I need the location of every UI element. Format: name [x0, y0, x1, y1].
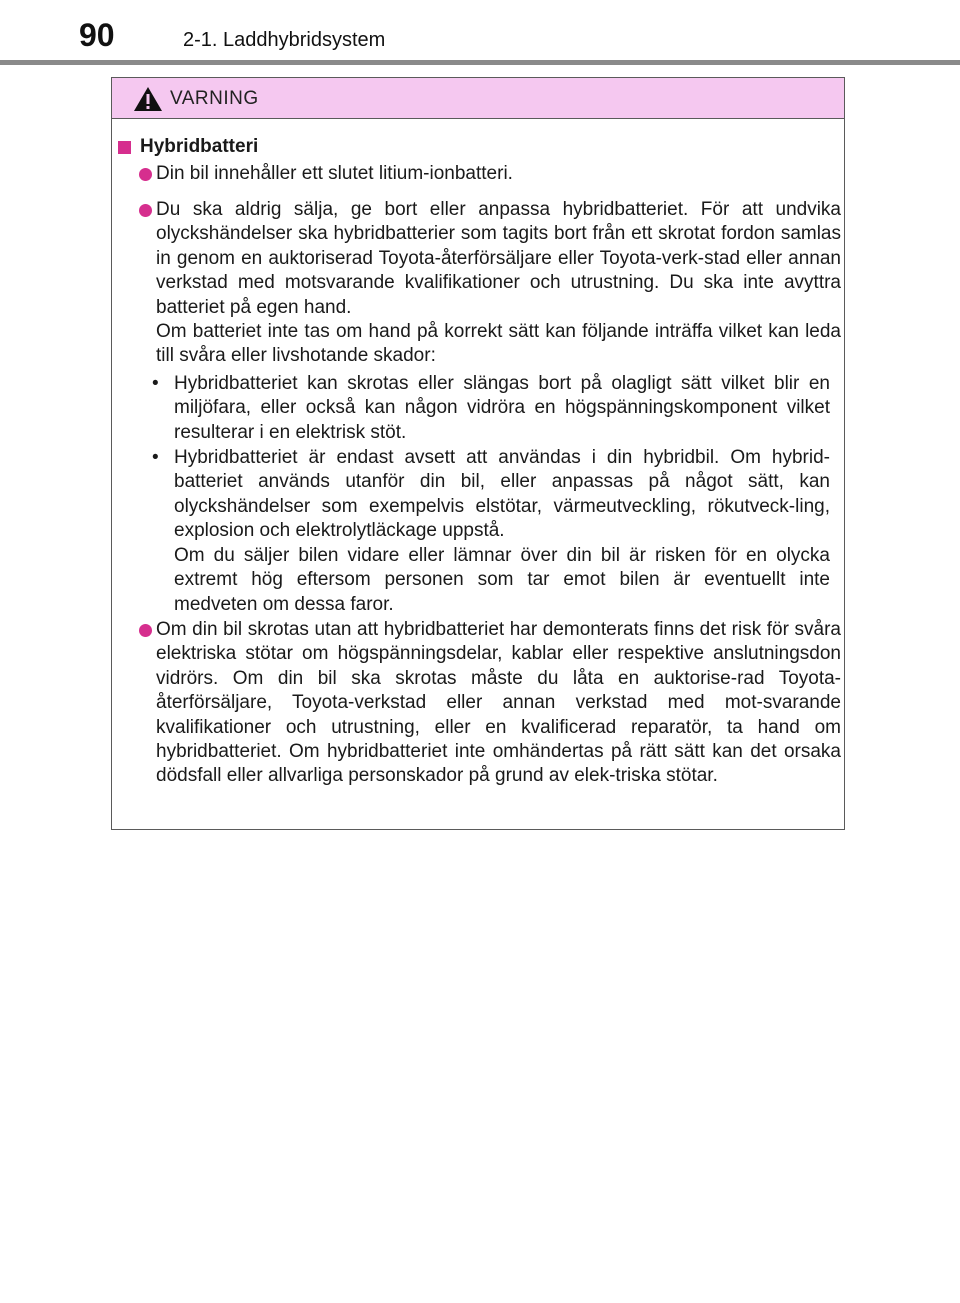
sub-list-item: [152, 372, 830, 445]
warning-title: VARNING: [170, 88, 259, 109]
list-item-text: Om batteriet inte tas om hand på korrekt sätt kan följande inträffa vilket kan leda till svåra eller livshotande skador:: [156, 321, 841, 367]
page-number: 90: [79, 17, 115, 53]
square-bullet-icon: [118, 141, 131, 154]
list-item: [134, 162, 841, 186]
sub-list-item-text: Om du säljer bilen vidare eller lämnar över din bil är risken för en olycka extremt hög eftersom personen som tar emot bilen är eventuellt inte medveten om dessa faror.: [174, 545, 830, 615]
circle-bullet-icon: [139, 204, 152, 217]
section-title: 2-1. Laddhybridsystem: [183, 29, 386, 51]
warning-header: [112, 78, 844, 119]
list-item-text: Du ska aldrig sälja, ge bort eller anpassa hybridbatteriet. För att undvika olyckshändelser ska hybridbatterier som tagits bort från ett skrotat fordon samlas in genom en auktoriserad Toyota-återförsäljare eller Toyota-verk-stad eller annan verkstad med motsvarande kvalifikationer och utrustning. Du ska inte avyttra batteriet på egen hand.: [156, 199, 841, 318]
circle-bullet-icon: [139, 168, 152, 181]
sub-bullet: •: [152, 447, 159, 468]
sub-list-item-text: Hybridbatteriet kan skrotas eller slängas bort på olagligt sätt vilket blir en miljöfara, eller också kan någon vidröra en högspänningskomponent vilket resulterar i en elektrisk stöt.: [174, 373, 830, 443]
sub-list-item-continuation: [152, 544, 830, 617]
list-item-continuation: [134, 320, 841, 369]
list-item-text: Om din bil skrotas utan att hybridbatteriet har demonterats finns det risk för svåra elektriska stötar om högspänningsdelar, kablar eller respektive anslutningsdon vidrörs. Om din bil ska skrotas måste du låta en auktorise-rad Toyota-återförsäljare, Toyota-verkstad eller annan verkstad med mot-svarande kvalifikationer och utrustning, eller en kvalificerad reparatör, ta hand om hybridbatteriet. Om hybridbatteriet inte omhändertas på rätt sätt kan det orsaka dödsfall eller allvarliga personskador på grund av elek-triska stötar.: [156, 619, 841, 787]
list-item: [134, 618, 841, 789]
sub-list-item-text: Hybridbatteriet är endast avsett att användas i din hybridbil. Om hybrid-batteriet används utanför din bil, eller anpassas på något sätt, kan olyckshändelser som exempelvis elstötar, värmeutveckling, rökutveck-ling, explosion och elektrolytläckage uppstå.: [174, 447, 830, 542]
sub-list-item: [152, 446, 830, 544]
section-heading: [118, 136, 258, 158]
circle-bullet-icon: [139, 624, 152, 637]
section-heading-text: Hybridbatteri: [140, 136, 259, 157]
list-item-text: Din bil innehåller ett slutet litium-ionbatteri.: [156, 163, 513, 184]
warning-box: [111, 77, 845, 830]
sub-bullet: •: [152, 373, 159, 394]
warning-triangle-icon: [133, 86, 163, 112]
header-rule: [0, 60, 960, 65]
list-item: [134, 198, 841, 320]
